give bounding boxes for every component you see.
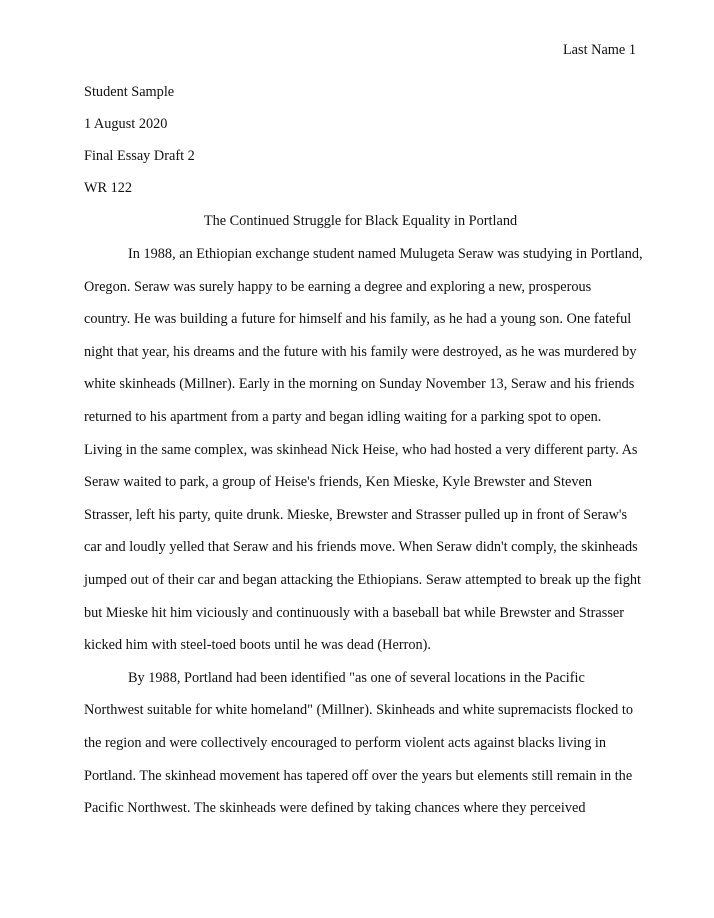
- paragraph-line: night that year, his dreams and the future with his family were destroyed, as he was murdered by: [84, 343, 637, 360]
- paragraph-line: In 1988, an Ethiopian exchange student named Mulugeta Seraw was studying in Portland,: [128, 246, 643, 262]
- paragraph-line: Pacific Northwest. The skinheads were defined by taking chances where they perceived: [84, 800, 586, 817]
- paragraph-line: but Mieske hit him viciously and continuously with a baseball bat while Brewster and Strasser: [84, 604, 625, 621]
- paragraph-line: kicked him with steel-toed boots until he was dead (Herron).: [84, 637, 432, 654]
- course-line: WR 122: [84, 180, 133, 196]
- paragraph-line: the region and were collectively encouraged to perform violent acts against blacks living in: [84, 734, 607, 751]
- date-line: 1 August 2020: [84, 116, 168, 132]
- paragraph-line: Portland. The skinhead movement has tapered off over the years but elements still remain in the: [84, 767, 633, 784]
- paragraph-line: jumped out of their car and began attacking the Ethiopians. Seraw attempted to break up the fight: [84, 571, 642, 588]
- assignment-line: Final Essay Draft 2: [84, 148, 195, 164]
- paragraph-line: country. He was building a future for himself and his family, as he had a young son. One fateful: [84, 311, 632, 328]
- paragraph-line: Northwest suitable for white homeland" (Millner). Skinheads and white supremacists flocked to: [84, 702, 633, 719]
- paragraph-line: Seraw waited to park, a group of Heise's friends, Ken Mieske, Kyle Brewster and Steven: [84, 474, 592, 491]
- paragraph-line: returned to his apartment from a party and began idling waiting for a parking spot to open.: [84, 408, 602, 425]
- paragraph-line: white skinheads (Millner). Early in the morning on Sunday November 13, Seraw and his friends: [84, 376, 635, 393]
- running-header: Last Name 1: [562, 42, 636, 58]
- paragraph-line: Strasser, left his party, quite drunk. Mieske, Brewster and Strasser pulled up in front of Seraw's: [84, 506, 628, 523]
- heading-block: [84, 84, 637, 212]
- essay-body: [84, 246, 643, 833]
- paragraph-1: [84, 246, 643, 670]
- paragraph-line: car and loudly yelled that Seraw and his friends move. When Seraw didn't comply, the skinheads: [84, 539, 638, 556]
- paragraph-line: Oregon. Seraw was surely happy to be earning a degree and exploring a new, prosperous: [84, 278, 592, 295]
- essay-title: The Continued Struggle for Black Equality in Portland: [203, 213, 518, 229]
- paragraph-line: Living in the same complex, was skinhead Nick Heise, who had hosted a very different party. As: [84, 441, 638, 458]
- paragraph-line: By 1988, Portland had been identified "as one of several locations in the Pacific: [128, 669, 585, 686]
- student-name: Student Sample: [84, 84, 175, 100]
- paragraph-2: [84, 670, 637, 833]
